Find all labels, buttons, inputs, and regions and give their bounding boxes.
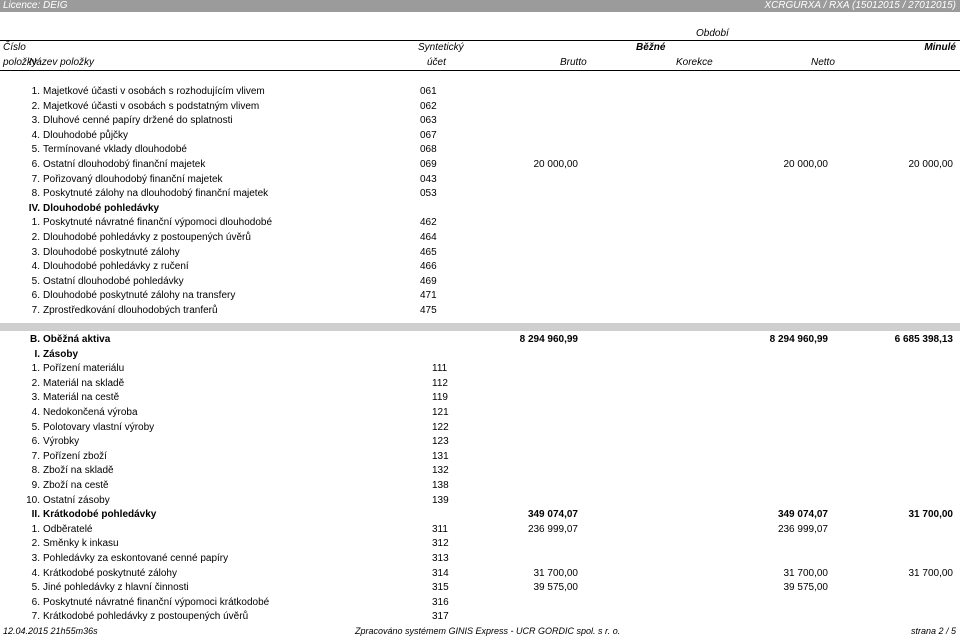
row-number: 5.: [31, 421, 40, 433]
row-name: Materiál na skladě: [43, 377, 125, 389]
row-number: 4.: [31, 129, 40, 141]
row-account: 053: [420, 188, 437, 200]
row-number: 2.: [31, 100, 40, 112]
row-number: 4.: [31, 407, 40, 418]
row-brutto: 31 700,00: [533, 567, 578, 579]
row-account: 119: [432, 392, 448, 404]
row-number: 10.: [26, 494, 40, 506]
row-number: 2.: [31, 538, 40, 550]
row-account: 062: [420, 100, 437, 112]
header-nazev: Název položky: [29, 57, 95, 68]
row-account: 063: [420, 115, 437, 127]
row-account: 317: [432, 611, 449, 623]
row-account: 061: [420, 86, 437, 97]
footer-system: Zpracováno systémem GINIS Express - UCR GORDIC spol. s r. o.: [355, 626, 621, 636]
row-account: 462: [420, 217, 437, 229]
row-number: 7.: [31, 611, 40, 623]
row-account: 112: [432, 377, 448, 389]
row-name: Krátkodobé pohledávky z postoupených úvěrů: [43, 611, 249, 623]
row-number: II.: [31, 509, 40, 521]
row-netto: 20 000,00: [783, 159, 828, 170]
row-name: Výrobky: [43, 436, 80, 448]
row-name: Dluhové cenné papíry držené do splatnosti: [43, 115, 233, 127]
header-bezne: Běžné: [636, 42, 666, 53]
row-account: 139: [432, 494, 449, 506]
row-account: 313: [432, 553, 449, 564]
header-korekce: Korekce: [676, 57, 713, 68]
row-name: Nedokončená výroba: [43, 407, 138, 418]
header-ucet: účet: [427, 57, 446, 68]
row-name: Jiné pohledávky z hlavní činnosti: [43, 582, 189, 594]
row-account: 316: [432, 596, 449, 608]
row-netto: 349 074,07: [777, 509, 828, 521]
row-number: 7.: [31, 450, 40, 462]
row-minule: 6 685 398,13: [894, 334, 953, 345]
row-name: Dlouhodobé poskytnuté zálohy: [43, 246, 180, 258]
row-account: 138: [432, 480, 449, 491]
row-number: 8.: [31, 188, 40, 200]
row-number: 5.: [31, 582, 40, 594]
row-name: Dlouhodobé půjčky: [43, 129, 129, 141]
row-name: Krátkodobé pohledávky: [43, 509, 157, 521]
row-number: 6.: [31, 596, 40, 608]
row-name: Zboží na cestě: [43, 480, 109, 491]
row-name: Pořízení zboží: [43, 450, 107, 462]
row-account: 312: [432, 538, 449, 550]
row-brutto: 39 575,00: [533, 582, 578, 594]
row-name: Majetkové účasti v osobách s rozhodujícím vlivem: [43, 86, 265, 97]
row-name: Dlouhodobé pohledávky z postoupených úvěrů: [43, 232, 251, 243]
row-number: 5.: [31, 275, 40, 287]
row-number: 6.: [31, 436, 40, 448]
row-name: Polotovary vlastní výroby: [43, 421, 155, 433]
row-minule: 31 700,00: [908, 509, 953, 521]
row-name: Pořízení materiálu: [43, 363, 125, 375]
row-number: 6.: [31, 159, 40, 170]
row-minule: 31 700,00: [908, 567, 953, 579]
footer-timestamp: 12.04.2015 21h55m36s: [3, 626, 98, 636]
row-name: Zásoby: [43, 348, 79, 360]
row-number: 4.: [31, 567, 40, 579]
row-name: Poskytnuté návratné finanční výpomoci dlouhodobé: [43, 217, 273, 229]
licence-label: Licence: DEIG: [3, 0, 68, 11]
row-number: B.: [30, 334, 40, 345]
row-account: 469: [420, 275, 437, 287]
row-number: 1.: [31, 86, 40, 97]
row-name: Majetkové účasti v osobách s podstatným vlivem: [43, 100, 260, 112]
header-cislo: Číslo: [3, 42, 26, 53]
footer-page: strana 2 / 5: [910, 626, 956, 636]
row-name: Ostatní dlouhodobé pohledávky: [43, 275, 184, 287]
row-number: 3.: [31, 246, 40, 258]
row-name: Zprostředkování dlouhodobých tranferů: [43, 305, 218, 316]
row-name: Směnky k inkasu: [43, 538, 119, 550]
row-name: Poskytnuté zálohy na dlouhodobý finanční majetek: [43, 188, 269, 200]
row-account: 131: [432, 450, 449, 462]
row-number: 9.: [31, 480, 40, 491]
row-account: 122: [432, 421, 449, 433]
row-account: 132: [432, 465, 449, 477]
row-name: Oběžná aktiva: [43, 334, 111, 345]
row-account: 111: [432, 363, 448, 375]
row-number: I.: [34, 348, 40, 360]
row-account: 466: [420, 261, 437, 273]
row-number: 6.: [31, 290, 40, 302]
row-number: 3.: [31, 553, 40, 564]
header-synteticky: Syntetický: [418, 42, 464, 53]
row-name: Zboží na skladě: [43, 465, 114, 477]
row-account: 471: [420, 290, 437, 302]
row-name: Ostatní dlouhodobý finanční majetek: [43, 159, 206, 170]
row-brutto: 236 999,07: [527, 523, 578, 535]
row-name: Dlouhodobé poskytnuté zálohy na transfery: [43, 290, 236, 302]
row-account: 315: [432, 582, 449, 594]
row-account: 475: [420, 305, 437, 316]
row-number: 4.: [31, 261, 40, 273]
row-number: 1.: [31, 363, 40, 375]
row-account: 123: [432, 436, 449, 448]
row-name: Ostatní zásoby: [43, 494, 110, 506]
header-netto: Netto: [811, 57, 835, 68]
row-brutto: 349 074,07: [527, 509, 578, 521]
row-account: 465: [420, 246, 437, 258]
row-name: Pořizovaný dlouhodobý finanční majetek: [43, 173, 223, 185]
row-name: Poskytnuté návratné finanční výpomoci krátkodobé: [43, 596, 270, 608]
row-name: Krátkodobé poskytnuté zálohy: [43, 567, 177, 579]
row-number: 3.: [31, 392, 40, 404]
license-bar: [0, 0, 960, 12]
row-number: 8.: [31, 465, 40, 477]
row-account: 121: [432, 407, 449, 418]
row-name: Dlouhodobé pohledávky z ručení: [43, 261, 189, 273]
row-name: Materiál na cestě: [43, 392, 120, 404]
row-name: Termínované vklady dlouhodobé: [43, 144, 187, 156]
header-rule-top: [0, 40, 960, 41]
row-account: 067: [420, 129, 437, 141]
row-brutto: 20 000,00: [533, 159, 578, 170]
row-brutto: 8 294 960,99: [519, 334, 578, 345]
row-number: 7.: [31, 173, 40, 185]
row-number: 2.: [31, 377, 40, 389]
row-number: 7.: [31, 305, 40, 316]
row-name: Dlouhodobé pohledávky: [43, 202, 160, 214]
row-number: 5.: [31, 144, 40, 156]
row-number: 1.: [31, 523, 40, 535]
row-minule: 20 000,00: [908, 159, 953, 170]
row-netto: 31 700,00: [783, 567, 828, 579]
row-name: Pohledávky za eskontované cenné papíry: [43, 553, 229, 564]
row-account: 464: [420, 232, 437, 243]
row-netto: 236 999,07: [777, 523, 828, 535]
row-number: 1.: [31, 217, 40, 229]
row-account: 314: [432, 567, 449, 579]
row-netto: 8 294 960,99: [769, 334, 828, 345]
row-account: 043: [420, 173, 437, 185]
row-name: Odběratelé: [43, 523, 93, 535]
header-rule-bottom: [0, 70, 960, 71]
header-brutto: Brutto: [560, 57, 587, 68]
row-account: 068: [420, 144, 437, 156]
row-number: 2.: [31, 232, 40, 243]
report-code: XCRGURXA / RXA (15012015 / 27012015): [764, 0, 956, 11]
header-obdobi: Období: [696, 28, 729, 39]
row-number: IV.: [28, 202, 40, 214]
row-number: 3.: [31, 115, 40, 127]
section-separator: [0, 323, 960, 331]
header-minule: Minulé: [924, 42, 956, 53]
row-account: 069: [420, 159, 437, 170]
header-polozky: položky: [3, 57, 37, 68]
row-account: 311: [432, 523, 448, 535]
row-netto: 39 575,00: [783, 582, 828, 594]
